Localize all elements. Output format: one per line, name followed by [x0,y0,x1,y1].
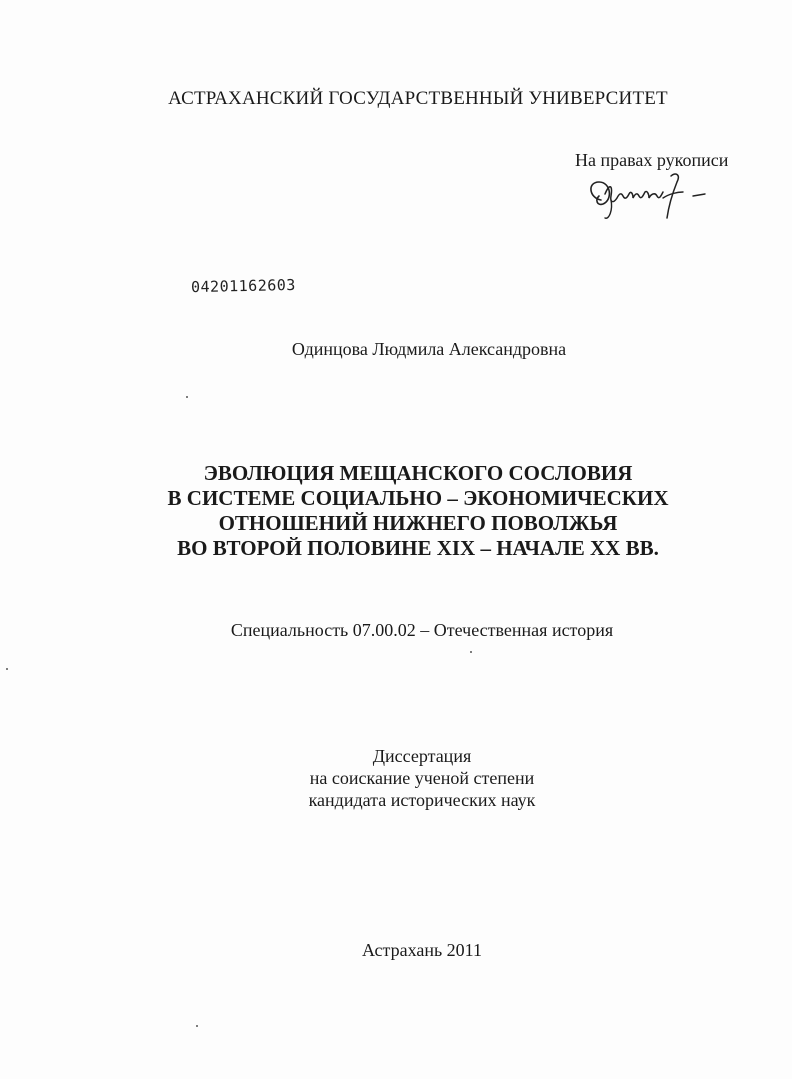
university-name: АСТРАХАНСКИЙ ГОСУДАРСТВЕННЫЙ УНИВЕРСИТЕТ [168,88,668,109]
document-registration-number: 04201162603 [190,275,297,297]
scan-speck [186,396,188,398]
handwritten-signature [583,170,713,226]
title-line: ВО ВТОРОЙ ПОЛОВИНЕ XIX – НАЧАЛЕ XX ВВ. [177,536,659,560]
place-and-year: Астрахань 2011 [361,940,483,960]
manuscript-note: На правах рукописи [575,150,729,170]
degree-line: на соискание ученой степени [309,768,535,788]
degree-line: Диссертация [372,746,472,766]
scan-speck [470,651,472,653]
degree-line: кандидата исторических наук [308,790,536,810]
dissertation-title [0,461,792,561]
title-line: В СИСТЕМЕ СОЦИАЛЬНО – ЭКОНОМИЧЕСКИХ [167,486,669,510]
title-line: ОТНОШЕНИЙ НИЖНЕГО ПОВОЛЖЬЯ [218,511,618,535]
specialty-line: Специальность 07.00.02 – Отечественная история [230,620,614,640]
scan-speck [6,668,8,670]
title-line: ЭВОЛЮЦИЯ МЕЩАНСКОГО СОСЛОВИЯ [203,461,633,485]
scan-speck [196,1025,198,1027]
degree-block [0,745,792,811]
author-name: Одинцова Людмила Александровна [291,339,567,359]
